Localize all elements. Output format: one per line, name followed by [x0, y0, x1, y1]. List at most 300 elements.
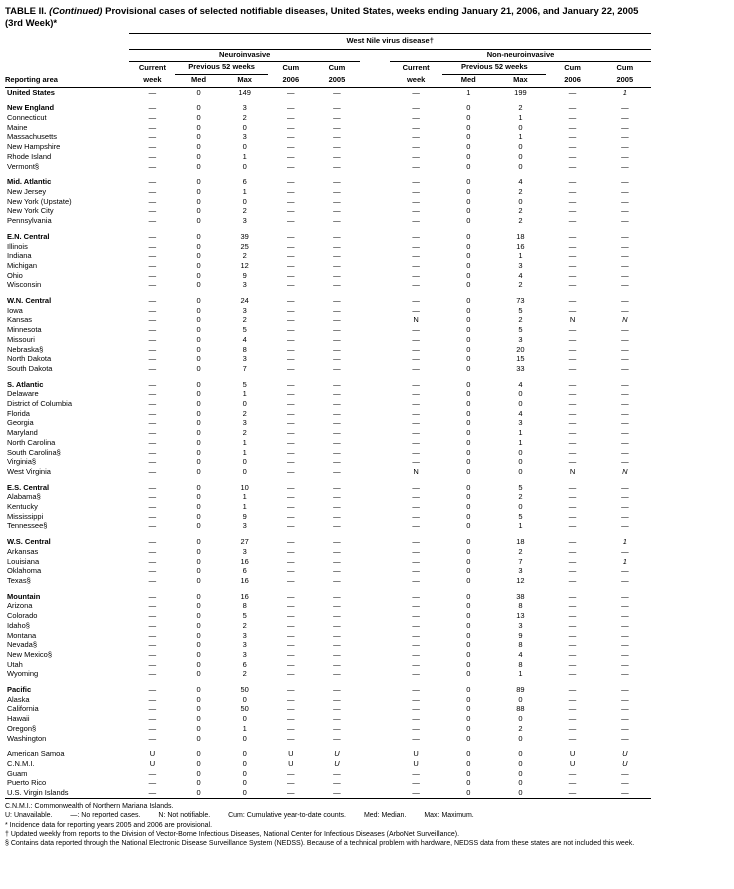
value-cell: —: [568, 142, 577, 152]
value-cell: —: [412, 344, 420, 354]
value-cell: 0: [466, 694, 471, 704]
value-cell: 1: [242, 723, 247, 733]
group-spacer-cell: [360, 759, 390, 769]
value-cell: —: [568, 196, 577, 206]
value-cell: 3: [242, 354, 247, 364]
value-cell: 8: [242, 344, 247, 354]
group-spacer-cell: [360, 695, 390, 705]
value-cell: —: [333, 502, 341, 512]
table-row: [5, 171, 651, 187]
group-spacer-cell: [360, 547, 390, 557]
value-cell: —: [333, 546, 341, 556]
reporting-area-cell: West Virginia: [7, 466, 51, 476]
value-cell: —: [621, 408, 629, 418]
value-cell: 0: [196, 620, 201, 630]
value-cell: —: [568, 216, 577, 226]
reporting-area-cell: Michigan: [7, 260, 38, 270]
value-cell: —: [412, 694, 420, 704]
value-cell: 0: [466, 492, 471, 502]
value-cell: —: [287, 502, 295, 512]
value-cell: —: [412, 325, 420, 335]
value-cell: —: [568, 122, 577, 132]
value-cell: —: [412, 723, 420, 733]
med-header-1: Med: [175, 75, 221, 88]
value-cell: 16: [516, 241, 525, 251]
value-cell: 199: [514, 87, 527, 97]
value-cell: —: [412, 206, 420, 216]
value-cell: 3: [242, 640, 247, 650]
table-row: [5, 492, 651, 502]
value-cell: —: [333, 428, 341, 438]
value-cell: 0: [196, 723, 201, 733]
value-cell: 0: [518, 142, 523, 152]
value-cell: —: [287, 611, 295, 621]
reporting-area-cell: Iowa: [7, 305, 23, 315]
group-spacer-cell: [360, 152, 390, 162]
value-cell: 0: [196, 537, 201, 547]
value-cell: 0: [518, 768, 523, 778]
value-cell: —: [333, 151, 341, 161]
value-cell: 39: [240, 231, 249, 241]
group-spacer-cell: [360, 87, 390, 97]
reporting-area-cell: California: [7, 704, 39, 714]
value-cell: —: [333, 216, 341, 226]
group-spacer-cell: [360, 226, 390, 242]
table-row: [5, 531, 651, 547]
value-cell: —: [412, 788, 420, 798]
value-cell: 0: [242, 694, 247, 704]
value-cell: —: [568, 344, 577, 354]
reporting-area-cell: South Dakota: [7, 363, 53, 373]
table-row: [5, 734, 651, 744]
value-cell: 0: [466, 186, 471, 196]
table-title-week: (3rd Week)*: [5, 17, 58, 29]
value-cell: 9: [242, 511, 247, 521]
value-cell: —: [333, 408, 341, 418]
value-cell: —: [333, 466, 341, 476]
value-cell: U: [334, 758, 340, 768]
value-cell: —: [333, 685, 341, 695]
value-cell: 0: [466, 611, 471, 621]
value-cell: —: [333, 177, 341, 187]
value-cell: 0: [196, 418, 201, 428]
reporting-area-cell: District of Columbia: [7, 399, 73, 409]
group-spacer-cell: [360, 251, 390, 261]
current-week-header-2: Current: [402, 62, 430, 72]
reporting-area-cell: Alaska: [7, 694, 30, 704]
value-cell: —: [568, 161, 577, 171]
value-cell: 4: [518, 379, 523, 389]
table-row: [5, 428, 651, 438]
value-cell: 2: [518, 546, 523, 556]
value-cell: —: [333, 142, 341, 152]
value-cell: 0: [466, 113, 471, 123]
value-cell: —: [568, 537, 577, 547]
table-row: [5, 271, 651, 281]
table-row: [5, 364, 651, 374]
value-cell: —: [621, 103, 629, 113]
value-cell: 2: [518, 186, 523, 196]
value-cell: —: [568, 733, 577, 743]
value-cell: —: [333, 457, 341, 467]
value-cell: —: [621, 296, 629, 306]
table-row: [5, 113, 651, 123]
table-row: [5, 601, 651, 611]
table-row: [5, 389, 651, 399]
value-cell: —: [148, 733, 157, 743]
value-cell: 0: [466, 576, 471, 585]
value-cell: —: [412, 447, 420, 457]
value-cell: 0: [466, 437, 471, 447]
value-cell: —: [148, 315, 157, 325]
value-cell: 5: [518, 511, 523, 521]
header-empty-cell: [5, 49, 129, 62]
value-cell: —: [568, 640, 577, 650]
value-cell: 1: [518, 132, 523, 142]
legend-not-notifiable: N: Not notifiable.: [158, 812, 211, 820]
reporting-area-cell: Maryland: [7, 428, 38, 438]
group-spacer-cell: [360, 315, 390, 325]
value-cell: 0: [466, 241, 471, 251]
reporting-area-header: Reporting area: [5, 75, 129, 88]
reporting-area-cell: Illinois: [7, 241, 28, 251]
value-cell: —: [412, 151, 420, 161]
value-cell: —: [568, 206, 577, 216]
value-cell: 0: [466, 749, 471, 759]
group-spacer-cell: [360, 418, 390, 428]
table-row: [5, 261, 651, 271]
value-cell: U: [149, 758, 156, 768]
cum-2006-header-2: 2006: [546, 75, 598, 88]
reporting-area-cell: E.N. Central: [7, 231, 50, 241]
value-cell: —: [621, 354, 629, 364]
value-cell: 0: [196, 325, 201, 335]
previous-52-weeks-header-2: Previous 52 weeks: [442, 62, 546, 75]
value-cell: —: [621, 437, 629, 447]
value-cell: —: [287, 788, 295, 798]
group-spacer-cell: [360, 97, 390, 113]
footnote-cnmi: C.N.M.I.: Commonwealth of Northern Mariana Islands.: [5, 802, 174, 810]
table-row: [5, 778, 651, 788]
value-cell: 0: [466, 418, 471, 428]
value-cell: —: [148, 296, 157, 306]
group-spacer-cell: [360, 743, 390, 759]
value-cell: 0: [518, 758, 523, 768]
value-cell: —: [333, 649, 341, 659]
value-cell: 0: [466, 334, 471, 344]
value-cell: —: [287, 418, 295, 428]
value-cell: 0: [466, 379, 471, 389]
reporting-area-cell: W.N. Central: [7, 296, 52, 306]
value-cell: —: [287, 206, 295, 216]
value-cell: —: [568, 231, 577, 241]
value-cell: 0: [466, 788, 471, 798]
value-cell: 1: [518, 669, 523, 679]
value-cell: —: [148, 457, 157, 467]
value-cell: —: [412, 142, 420, 152]
value-cell: —: [333, 788, 341, 798]
reporting-area-cell: Delaware: [7, 389, 39, 399]
value-cell: 0: [196, 87, 201, 97]
value-cell: 0: [466, 502, 471, 512]
value-cell: 2: [242, 408, 247, 418]
value-cell: N: [413, 466, 419, 476]
value-cell: —: [333, 206, 341, 216]
value-cell: —: [287, 151, 295, 161]
value-cell: —: [287, 723, 295, 733]
value-cell: —: [412, 161, 420, 171]
value-cell: —: [568, 630, 577, 640]
value-cell: 3: [518, 334, 523, 344]
value-cell: —: [621, 566, 629, 576]
cum-header-3: Cum: [564, 62, 581, 72]
value-cell: 0: [196, 103, 201, 113]
max-header-1: Max: [222, 75, 268, 88]
value-cell: 3: [242, 521, 247, 531]
cum-header-2: Cum: [328, 62, 346, 72]
value-cell: —: [148, 363, 157, 373]
table-row: [5, 251, 651, 261]
group-spacer-cell: [360, 389, 390, 399]
value-cell: —: [148, 186, 157, 196]
reporting-area-cell: Oregon§: [7, 723, 37, 733]
value-cell: —: [568, 576, 577, 585]
value-cell: —: [412, 251, 420, 261]
value-cell: —: [148, 161, 157, 171]
value-cell: —: [148, 714, 157, 724]
header-sub-row-bottom: [5, 75, 651, 88]
legend-unavailable: U: Unavailable.: [5, 812, 53, 820]
reporting-area-cell: S. Atlantic: [7, 379, 44, 389]
table-row: [5, 409, 651, 419]
value-cell: 0: [196, 447, 201, 457]
group-spacer-cell: [360, 171, 390, 187]
value-cell: 0: [466, 758, 471, 768]
value-cell: —: [621, 620, 629, 630]
value-cell: 0: [242, 733, 247, 743]
value-cell: 0: [196, 399, 201, 409]
value-cell: —: [333, 103, 341, 113]
value-cell: —: [568, 659, 577, 669]
value-cell: —: [412, 186, 420, 196]
table-row: [5, 290, 651, 306]
value-cell: 0: [196, 161, 201, 171]
value-cell: —: [148, 113, 157, 123]
value-cell: 6: [242, 659, 247, 669]
value-cell: 3: [242, 418, 247, 428]
group-spacer-cell: [360, 271, 390, 281]
value-cell: —: [287, 511, 295, 521]
value-cell: —: [148, 151, 157, 161]
value-cell: —: [412, 363, 420, 373]
value-cell: —: [333, 231, 341, 241]
group-spacer-cell: [360, 428, 390, 438]
value-cell: 149: [238, 87, 251, 97]
value-cell: —: [287, 280, 295, 290]
value-cell: 2: [518, 216, 523, 226]
value-cell: —: [287, 694, 295, 704]
table-row: [5, 399, 651, 409]
group-spacer-cell: [360, 197, 390, 207]
value-cell: 0: [466, 231, 471, 241]
value-cell: N: [413, 315, 419, 325]
value-cell: 0: [518, 714, 523, 724]
group-spacer-cell: [360, 669, 390, 679]
table-row: [5, 335, 651, 345]
table-row: [5, 242, 651, 252]
value-cell: 0: [196, 270, 201, 280]
value-cell: —: [621, 669, 629, 679]
group-spacer-cell: [360, 306, 390, 316]
value-cell: —: [287, 251, 295, 261]
table-row: [5, 152, 651, 162]
value-cell: 3: [518, 620, 523, 630]
reporting-area-cell: Puerto Rico: [7, 778, 47, 788]
reporting-area-cell: Guam: [7, 768, 28, 778]
table-row: [5, 448, 651, 458]
reporting-area-cell: Wyoming: [7, 669, 39, 679]
value-cell: 0: [196, 216, 201, 226]
value-cell: —: [333, 704, 341, 714]
value-cell: 2: [242, 620, 247, 630]
reporting-area-cell: Massachusetts: [7, 132, 58, 142]
value-cell: 0: [242, 122, 247, 132]
value-cell: 0: [242, 196, 247, 206]
value-cell: —: [568, 428, 577, 438]
value-cell: 5: [518, 482, 523, 492]
value-cell: —: [287, 714, 295, 724]
value-cell: —: [287, 457, 295, 467]
value-cell: —: [412, 502, 420, 512]
group-spacer-cell: [360, 467, 390, 477]
value-cell: —: [287, 630, 295, 640]
value-cell: 0: [196, 363, 201, 373]
value-cell: —: [621, 379, 629, 389]
table-row: [5, 621, 651, 631]
value-cell: —: [333, 87, 341, 97]
value-cell: 0: [466, 685, 471, 695]
reporting-area-cell: Wisconsin: [7, 280, 42, 290]
table-row: [5, 557, 651, 567]
group-spacer-cell: [360, 457, 390, 467]
wnv-table: [5, 33, 651, 799]
value-cell: —: [333, 714, 341, 724]
value-cell: —: [412, 87, 420, 97]
value-cell: —: [148, 482, 157, 492]
value-cell: 0: [466, 768, 471, 778]
value-cell: 1: [466, 87, 471, 97]
value-cell: —: [287, 122, 295, 132]
value-cell: —: [148, 87, 157, 97]
value-cell: 5: [518, 305, 523, 315]
value-cell: —: [568, 437, 577, 447]
value-cell: —: [287, 591, 295, 601]
value-cell: —: [621, 447, 629, 457]
value-cell: —: [621, 186, 629, 196]
value-cell: —: [568, 447, 577, 457]
group-spacer-cell: [360, 399, 390, 409]
value-cell: —: [148, 768, 157, 778]
value-cell: —: [148, 280, 157, 290]
value-cell: —: [148, 511, 157, 521]
value-cell: 2: [518, 315, 523, 325]
value-cell: —: [148, 576, 157, 585]
value-cell: 0: [196, 788, 201, 798]
reporting-area-cell: New Mexico§: [7, 649, 53, 659]
table-row: [5, 566, 651, 576]
group-spacer-cell: [360, 354, 390, 364]
value-cell: 0: [196, 186, 201, 196]
value-cell: 0: [242, 749, 247, 759]
value-cell: —: [333, 389, 341, 399]
value-cell: 0: [466, 537, 471, 547]
value-cell: 1: [622, 556, 627, 566]
table-row: [5, 354, 651, 364]
reporting-area-cell: New Hampshire: [7, 142, 61, 152]
value-cell: —: [148, 196, 157, 206]
value-cell: 0: [196, 566, 201, 576]
table-row: [5, 280, 651, 290]
value-cell: —: [333, 161, 341, 171]
reporting-area-cell: North Dakota: [7, 354, 52, 364]
value-cell: 0: [466, 122, 471, 132]
value-cell: 0: [196, 132, 201, 142]
value-cell: 0: [518, 466, 523, 476]
value-cell: —: [621, 457, 629, 467]
value-cell: 2: [518, 492, 523, 502]
value-cell: 0: [466, 714, 471, 724]
value-cell: —: [568, 113, 577, 123]
value-cell: 0: [466, 591, 471, 601]
value-cell: —: [148, 685, 157, 695]
value-cell: —: [621, 161, 629, 171]
value-cell: —: [621, 344, 629, 354]
value-cell: —: [287, 546, 295, 556]
value-cell: —: [333, 122, 341, 132]
value-cell: —: [287, 640, 295, 650]
reporting-area-cell: Pennsylvania: [7, 216, 52, 226]
reporting-area-cell: C.N.M.I.: [7, 758, 35, 768]
value-cell: —: [148, 537, 157, 547]
value-cell: —: [621, 196, 629, 206]
reporting-area-cell: Nebraska§: [7, 344, 44, 354]
value-cell: —: [412, 241, 420, 251]
value-cell: —: [412, 511, 420, 521]
value-cell: —: [568, 389, 577, 399]
value-cell: —: [568, 363, 577, 373]
group-spacer-cell: [360, 714, 390, 724]
value-cell: 0: [466, 521, 471, 531]
value-cell: —: [148, 630, 157, 640]
value-cell: 0: [242, 142, 247, 152]
value-cell: U: [413, 758, 419, 768]
value-cell: —: [148, 466, 157, 476]
value-cell: 16: [240, 591, 249, 601]
value-cell: —: [412, 399, 420, 409]
value-cell: 18: [516, 537, 525, 547]
group-spacer-cell: [360, 531, 390, 547]
value-cell: 0: [196, 685, 201, 695]
group-spacer-cell: [360, 132, 390, 142]
footnote-star: * Incidence data for reporting years 2005 and 2006 are provisional.: [5, 821, 213, 829]
value-cell: —: [568, 566, 577, 576]
value-cell: —: [333, 511, 341, 521]
reporting-area-cell: Alabama§: [7, 492, 41, 502]
value-cell: —: [621, 151, 629, 161]
group-spacer-cell: [360, 601, 390, 611]
value-cell: —: [568, 296, 577, 306]
value-cell: 0: [196, 482, 201, 492]
